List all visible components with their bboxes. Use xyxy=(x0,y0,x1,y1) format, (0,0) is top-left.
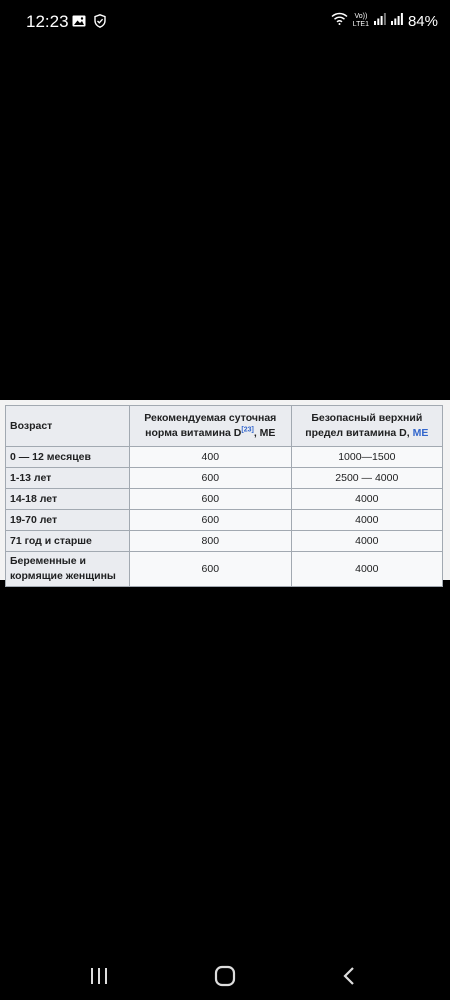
row-rda: 400 xyxy=(130,447,292,468)
back-icon xyxy=(342,966,358,986)
header-upper-limit: Безопасный верхний предел витамина D, МЕ xyxy=(291,406,442,447)
signal-icon-2 xyxy=(391,12,403,30)
status-time: 12:23 xyxy=(26,12,69,31)
home-button[interactable] xyxy=(213,964,237,988)
shield-check-icon xyxy=(94,14,106,33)
vitamin-d-table xyxy=(5,405,443,587)
table-row xyxy=(6,510,443,531)
table-header-row xyxy=(6,406,443,447)
row-upper-limit: 4000 xyxy=(291,552,442,587)
navigation-bar xyxy=(0,950,450,1000)
row-rda: 600 xyxy=(130,468,292,489)
table-row xyxy=(6,552,443,587)
table-row xyxy=(6,468,443,489)
gallery-icon xyxy=(72,14,86,32)
unit-link[interactable]: МЕ xyxy=(412,427,429,439)
row-age: 71 год и старше xyxy=(6,531,130,552)
recents-button[interactable] xyxy=(87,964,111,988)
row-age: 14-18 лет xyxy=(6,489,130,510)
row-upper-limit: 4000 xyxy=(291,531,442,552)
recents-icon xyxy=(89,967,109,985)
row-age: Беременные и кормящие женщины xyxy=(6,552,130,587)
row-age: 0 — 12 месяцев xyxy=(6,447,130,468)
row-age: 19-70 лет xyxy=(6,510,130,531)
table-row xyxy=(6,489,443,510)
back-button[interactable] xyxy=(338,964,362,988)
row-upper-limit: 4000 xyxy=(291,489,442,510)
header-rda: Рекомендуемая суточная норма витамина D[23], МЕ xyxy=(130,406,292,447)
table-row xyxy=(6,447,443,468)
row-upper-limit: 1000—1500 xyxy=(291,447,442,468)
row-rda: 800 xyxy=(130,531,292,552)
screenshot-content xyxy=(0,400,450,580)
home-icon xyxy=(214,965,236,987)
reference-link[interactable]: [23] xyxy=(241,426,254,434)
row-rda: 600 xyxy=(130,489,292,510)
battery-level: 84% xyxy=(407,12,438,30)
volte-indicator: Vo)) LTE1 xyxy=(352,13,369,28)
signal-icon xyxy=(374,12,386,30)
header-age: Возраст xyxy=(6,406,130,447)
row-rda: 600 xyxy=(130,552,292,587)
table-row xyxy=(6,531,443,552)
row-upper-limit: 4000 xyxy=(291,510,442,531)
row-upper-limit: 2500 — 4000 xyxy=(291,468,442,489)
row-rda: 600 xyxy=(130,510,292,531)
status-bar xyxy=(0,0,450,44)
row-age: 1-13 лет xyxy=(6,468,130,489)
wifi-icon xyxy=(331,12,348,30)
